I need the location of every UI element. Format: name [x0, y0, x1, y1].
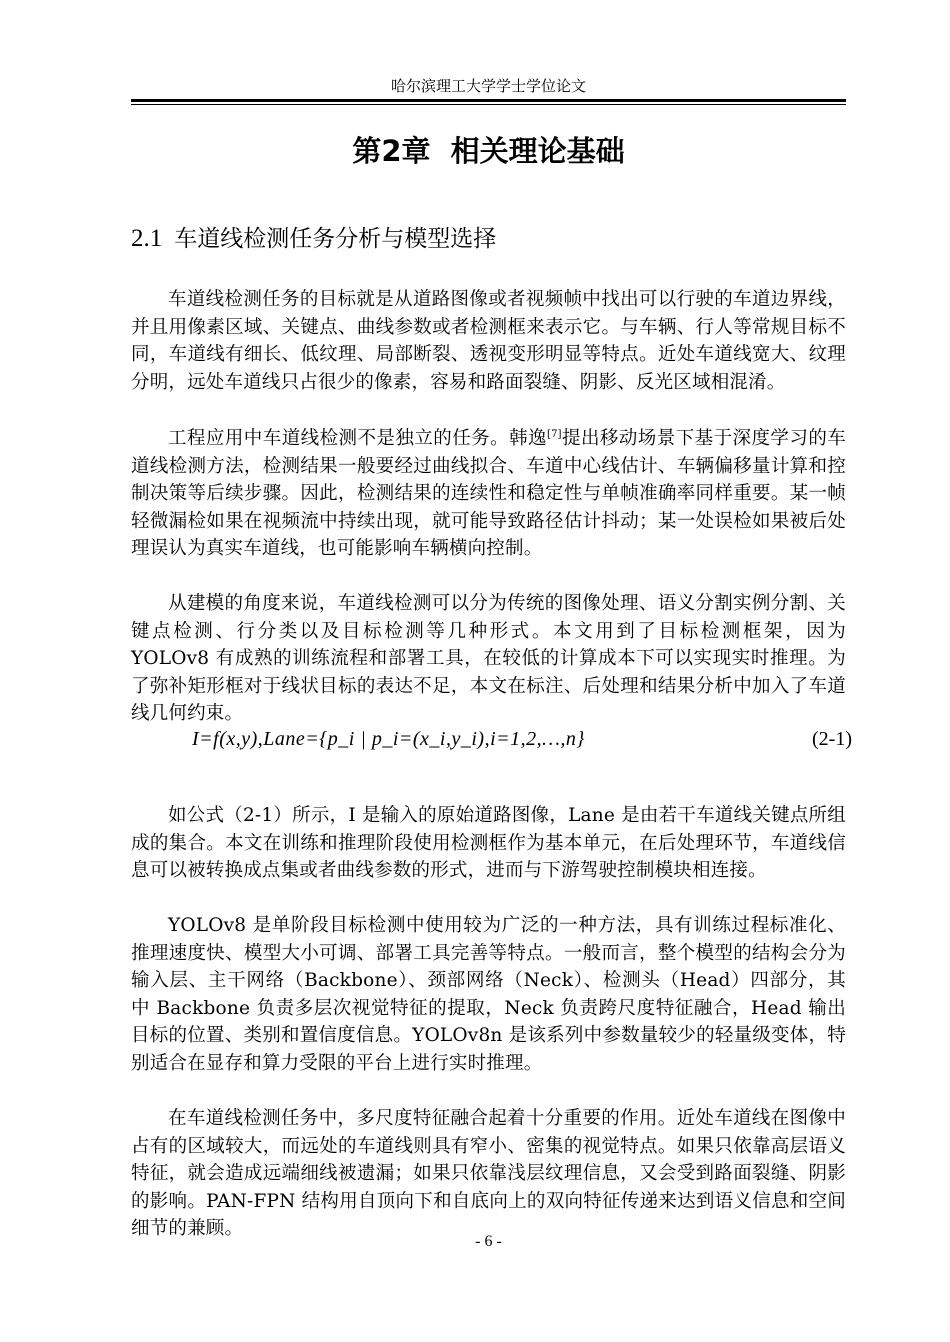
running-head: 哈尔滨理工大学学士学位论文 [390, 77, 586, 95]
header-rule-thin [131, 104, 846, 105]
paragraph-4: 如公式（2-1）所示，I 是输入的原始道路图像，Lane 是由若干车道线关键点所组成的集合。本文在训练和推理阶段使用检测框作为基本单元，在后处理环节，车道线信息可以被转换成点集或者曲线参数的形式，进而与下游驾驶控制模块相连接。 [131, 805, 846, 881]
citation-ref: [7] [546, 428, 562, 440]
chapter-title: 第2章 相关理论基础 [352, 134, 625, 168]
equation-expression: I=f(x,y),Lane={p_i | p_i=(x_i,y_i),i=1,2,…,n} [192, 728, 585, 750]
equation-number: (2-1) [812, 728, 852, 750]
paragraph-2-text-a: 工程应用中车道线检测不是独立的任务。韩逸 [168, 428, 547, 449]
equation-block [131, 722, 852, 756]
paragraph-1: 车道线检测任务的目标就是从道路图像或者视频帧中找出可以行驶的车道边界线，并且用像素区域、关键点、曲线参数或者检测框来表示它。与车辆、行人等常规目标不同，车道线有细长、低纹理、局部断裂、透视变形明显等特点。近处车道线宽大、纹理分明，远处车道线只占很少的像素，容易和路面裂缝、阴影、反光区域相混淆。 [131, 289, 846, 393]
header-rule-thick [131, 99, 846, 102]
section-heading [131, 222, 496, 256]
paragraph-5: YOLOv8 是单阶段目标检测中使用较为广泛的一种方法，具有训练过程标准化、推理速度快、模型大小可调、部署工具完善等特点。一般而言，整个模型的结构会分为输入层、主干网络（Backbone）、颈部网络（Neck）、检测头（Head）四部分，其中 Backbone 负责多层次视觉特征的提取，Neck 负责跨尺度特征融合，Head 输出目标的位置、类别和置信度信息。YOLOv8n 是该系列中参数量较少的轻量级变体，特别适合在显存和算力受限的平台上进行实时推理。 [131, 915, 846, 1074]
section-title: 车道线检测任务分析与模型选择 [174, 226, 497, 252]
section-number: 2.1 [131, 225, 163, 252]
paragraph-3: 从建模的角度来说，车道线检测可以分为传统的图像处理、语义分割实例分割、关键点检测、行分类以及目标检测等几种形式。本文用到了目标检测框架，因为 YOLOv8 有成熟的训练流程和部署工具，在较低的计算成本下可以实现实时推理。为了弥补矩形框对于线状目标的表达不足，本文在标注、后处理和结果分析中加入了车道线几何约束。 [131, 593, 846, 724]
page-number: - 6 - [475, 1233, 502, 1250]
paragraph-2-text-b: 提出移动场景下基于深度学习的车道线检测方法，检测结果一般要经过曲线拟合、车道中心线估计、车辆偏移量计算和控制决策等后续步骤。因此，检测结果的连续性和稳定性与单帧准确率同样重要。某一帧轻微漏检如果在视频流中持续出现，就可能导致路径估计抖动；某一处误检如果被后处理误认为真实车道线，也可能影响车辆横向控制。 [131, 428, 846, 559]
paragraph-6: 在车道线检测任务中，多尺度特征融合起着十分重要的作用。近处车道线在图像中占有的区域较大，而远处的车道线则具有窄小、密集的视觉特点。如果只依靠高层语义特征，就会造成远端细线被遗漏；如果只依靠浅层纹理信息，又会受到路面裂缝、阴影的影响。PAN-FPN 结构用自顶向下和自底向上的双向特征传递来达到语义信息和空间细节的兼顾。 [131, 1108, 846, 1239]
paragraph-2 [131, 425, 846, 563]
